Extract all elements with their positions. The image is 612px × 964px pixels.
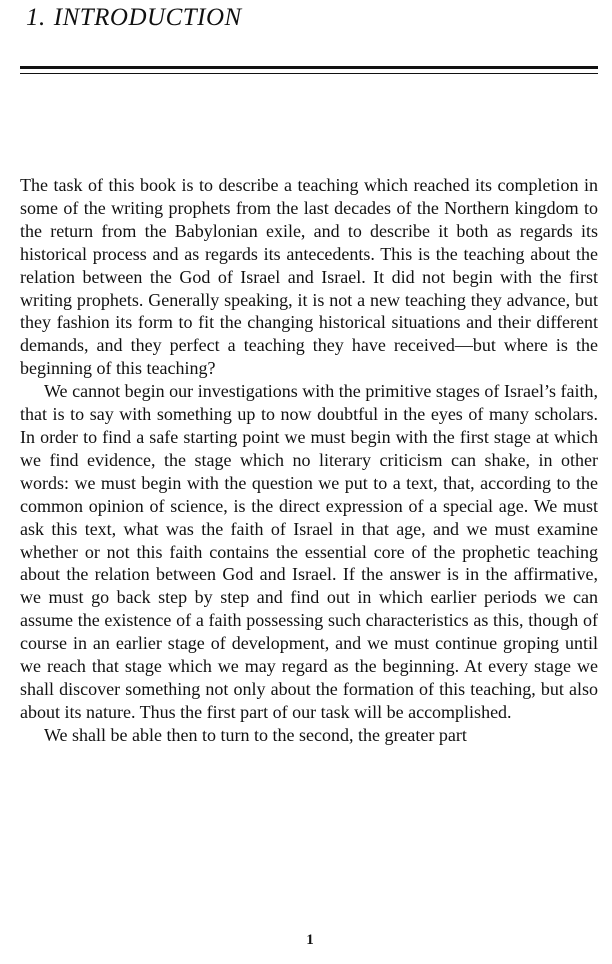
heading-rule-thin bbox=[20, 73, 598, 74]
page-number: 1 bbox=[306, 932, 314, 948]
paragraph-1: The task of this book is to describe a teaching which reached its completion in some of the writing prophets from the last decades of the Northern kingdom to the return from the Babylonian exile, and to describe it both as regards its historical process and as regards its antecedents. This is the teaching about the relation between the God of Israel and Israel. It did not begin with the first writing prophets. Generally speaking, it is not a new teaching they advance, but they fashion its form to fit the changing historical situations and their different demands, and they perfect a teaching they have received—but where is the beginning of this teaching? bbox=[20, 175, 598, 379]
paragraph-2: We cannot begin our investigations with the primitive stages of Israel’s faith, that is to say with something up to now doubtful in the eyes of many scholars. In order to find a safe starting point we must begin with the first stage at which we find evidence, the stage which no literary criticism can shake, in other words: we must begin with the question we put to a text, that, according to the common opinion of science, is the direct expression of a special age. We must ask this text, what was the faith of Israel in that age, and we must examine whether or not this faith contains the essential core of the prophetic teaching about the relation between God and Israel. If the answer is in the affirmative, we must go back step by step and find out in which earlier periods we can assume the existence of a faith possessing such characteristics as this, though of course in an earlier stage of development, and we must continue groping until we reach that stage which we may regard as the beginning. At every stage we shall discover something not only about the formation of this teaching, but also about its nature. Thus the first part of our task will be accomplished. bbox=[20, 381, 598, 722]
heading-rule-thick bbox=[20, 66, 598, 69]
paragraph-3: We shall be able then to turn to the second, the greater part bbox=[44, 724, 467, 745]
chapter-title: INTRODUCTION bbox=[53, 4, 242, 31]
chapter-heading bbox=[26, 4, 242, 32]
body-text bbox=[20, 174, 598, 747]
chapter-number: 1. bbox=[26, 4, 46, 31]
